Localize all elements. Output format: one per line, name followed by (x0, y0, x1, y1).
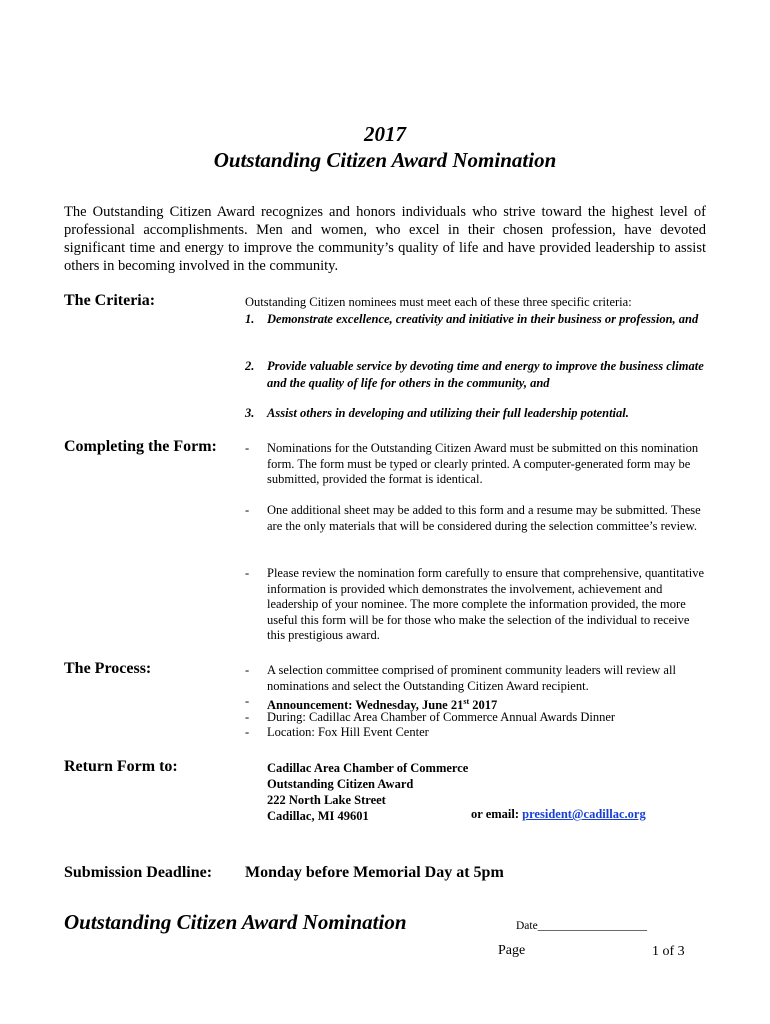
page-count: 1 of 3 (652, 944, 685, 959)
announcement-prefix: Announcement: Wednesday, June 21 (267, 698, 464, 713)
criteria-number: 2. (245, 359, 255, 373)
intro-paragraph: The Outstanding Citizen Award recognizes and honors individuals who strive toward the highest level of professional accomplishments. Men and women, who excel in their chosen profession, have devoted significant time and energy to improve the community’s quality of life and have provided leadership to assist others in becoming involved in the community. (64, 204, 706, 274)
criteria-text: Demonstrate excellence, creativity and initiative in their business or profession, and (267, 312, 699, 326)
announcement-sup: st (463, 697, 470, 706)
bullet-text: Please review the nomination form carefully to ensure that comprehensive, quantitative information is provided which demonstrates the involvement, achievement and leadership of your nominee. The more complete the information provided, the more useful this form will be for those who make the selection of the individual to receive this prestigious award. (267, 566, 705, 642)
bullet-dash: - (245, 566, 250, 580)
criteria-heading: The Criteria: (64, 292, 156, 309)
process-bullet (245, 663, 705, 694)
criteria-number: 3. (245, 406, 255, 420)
footer-title: Outstanding Citizen Award Nomination (64, 910, 407, 934)
bullet-text: Location: Fox Hill Event Center (267, 725, 429, 739)
date-field[interactable]: Date___________________ (516, 920, 647, 932)
email-label: or email: (471, 807, 523, 821)
completing-bullet (245, 441, 705, 488)
address-line: Outstanding Citizen Award (267, 777, 414, 791)
bullet-text: Nominations for the Outstanding Citizen Award must be submitted on this nomination form. The form must be typed or clearly printed. A computer-generated form may be submitted, provided the format is identical. (267, 441, 699, 486)
bullet-text: During: Cadillac Area Chamber of Commerce Annual Awards Dinner (267, 710, 616, 724)
bullet-dash: - (245, 694, 250, 708)
bullet-text: A selection committee comprised of prominent community leaders will review all nominations and select the Outstanding Citizen Award recipient. (267, 663, 676, 693)
address-line: Cadillac Area Chamber of Commerce (267, 761, 469, 775)
email-line (471, 807, 646, 822)
email-link[interactable]: president@cadillac.org (522, 807, 646, 821)
criteria-item (245, 405, 705, 422)
bullet-dash: - (245, 710, 250, 724)
completing-bullet (245, 566, 705, 644)
page-label: Page (498, 943, 526, 958)
page-title: Outstanding Citizen Award Nomination (213, 148, 557, 172)
announcement-suffix: 2017 (469, 698, 498, 713)
return-heading: Return Form to: (64, 758, 178, 775)
address-line: Cadillac, MI 49601 (267, 809, 369, 823)
criteria-number: 1. (245, 312, 255, 326)
criteria-text: Provide valuable service by devoting time and energy to improve the business climate and the quality of life for others in the community, and (267, 359, 704, 390)
process-during (245, 710, 705, 726)
completing-bullet (245, 503, 705, 534)
criteria-item (245, 311, 705, 328)
deadline-value: Monday before Memorial Day at 5pm (245, 864, 504, 881)
process-heading: The Process: (64, 660, 152, 677)
process-location (245, 725, 705, 741)
deadline-label: Submission Deadline: (64, 864, 213, 881)
return-address (267, 760, 468, 824)
criteria-text: Assist others in developing and utilizing their full leadership potential. (267, 406, 629, 420)
address-line: 222 North Lake Street (267, 793, 386, 807)
title-year: 2017 (364, 122, 406, 146)
bullet-text: One additional sheet may be added to this form and a resume may be submitted. These are the only materials that will be considered during the selection committee’s review. (267, 503, 701, 533)
bullet-dash: - (245, 725, 250, 739)
criteria-item (245, 358, 705, 392)
bullet-dash: - (245, 663, 250, 677)
criteria-lead: Outstanding Citizen nominees must meet each of these three specific criteria: (245, 295, 632, 309)
bullet-dash: - (245, 441, 250, 455)
completing-heading: Completing the Form: (64, 438, 217, 455)
bullet-dash: - (245, 503, 250, 517)
